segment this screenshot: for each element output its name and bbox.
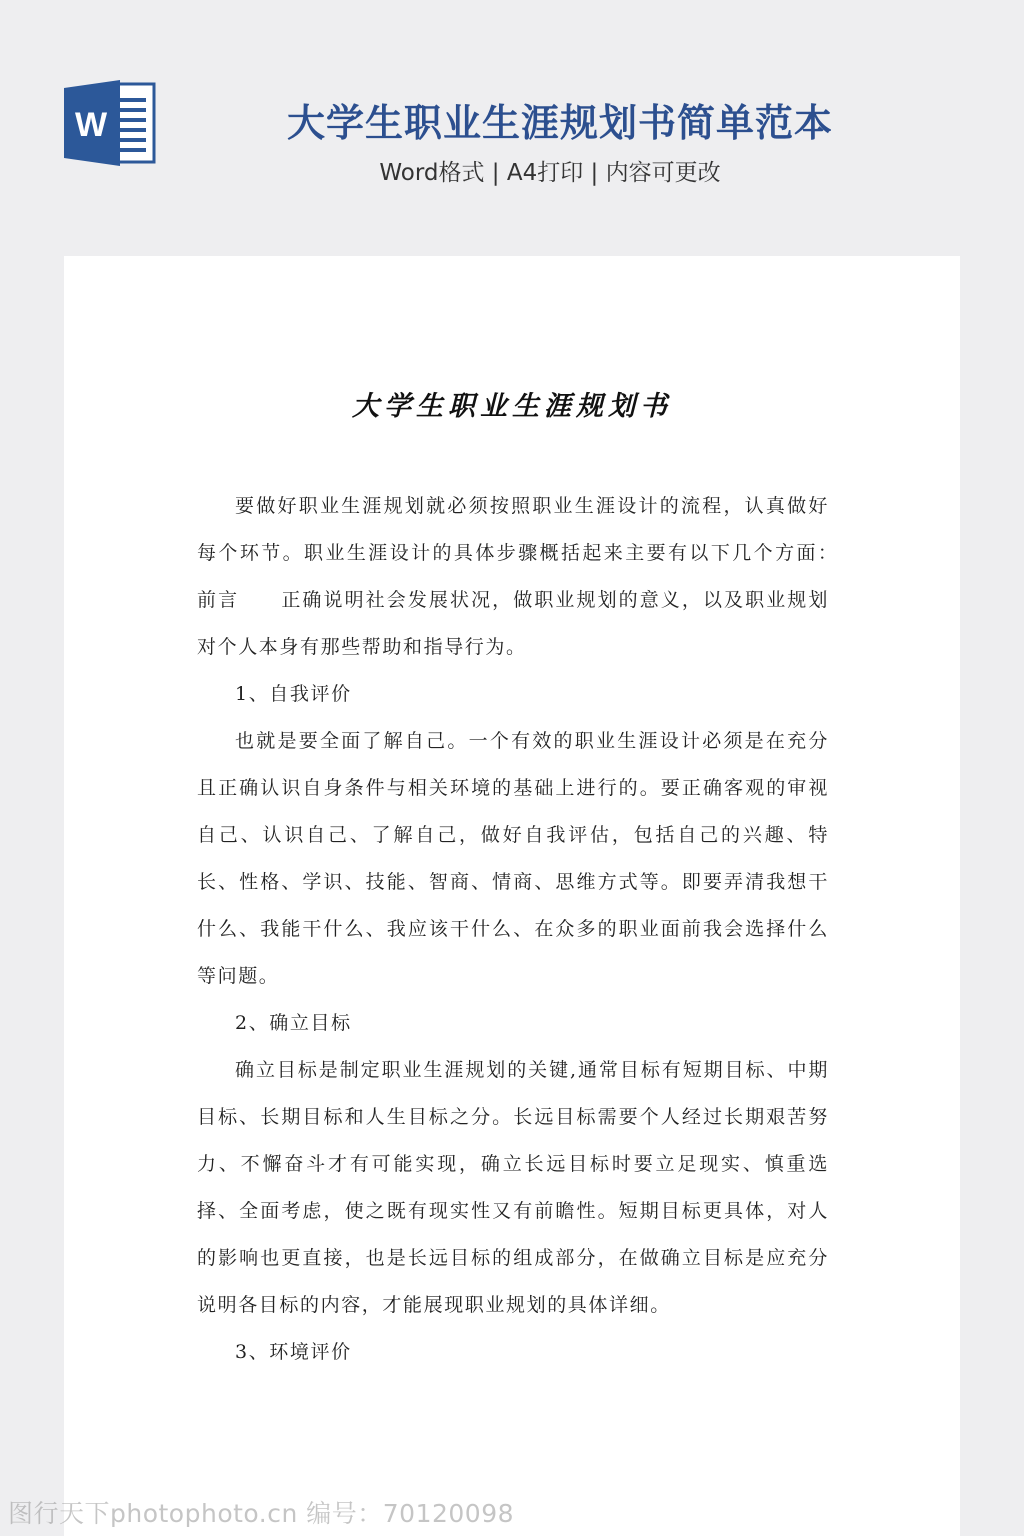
heading-self-evaluation: 1、自我评价 xyxy=(235,683,352,705)
document-body xyxy=(197,483,871,1376)
word-document-icon xyxy=(64,80,156,166)
document-page xyxy=(64,256,960,1536)
watermark: 图行天下photophoto.cn 编号：70120098 xyxy=(8,1499,515,1528)
paragraph-set-goals: 确立目标是制定职业生涯规划的关键,通常目标有短期目标、中期目标、长期目标和人生目标之分。长远目标需要个人经过长期艰苦努力、不懈奋斗才有可能实现，确立长远目标时要立足现实、慎重选择、全面考虑，使之既有现实性又有前瞻性。短期目标更具体，对人的影响也更直接，也是长远目标的组成部分，在做确立目标是应充分说明各目标的内容，才能展现职业规划的具体详细。 xyxy=(197,1059,829,1316)
document-title: 大学生职业生涯规划书 xyxy=(352,391,672,422)
page-title: 大学生职业生涯规划书简单范本 xyxy=(286,101,833,145)
page-subtitle: Word格式 | A4打印 | 内容可更改 xyxy=(379,160,721,186)
heading-environment-evaluation: 3、环境评价 xyxy=(235,1341,352,1363)
page-header xyxy=(0,0,1024,256)
word-logo-letter: W xyxy=(74,106,108,144)
paragraph-intro: 要做好职业生涯规划就必须按照职业生涯设计的流程，认真做好每个环节。职业生涯设计的具体步骤概括起来主要有以下几个方面： 前言 正确说明社会发展状况，做职业规划的意义，以及职业规划对个人本身有那些帮助和指导行为。 xyxy=(197,495,871,658)
heading-set-goals: 2、确立目标 xyxy=(235,1012,352,1034)
paragraph-self-evaluation: 也就是要全面了解自己。一个有效的职业生涯设计必须是在充分且正确认识自身条件与相关环境的基础上进行的。要正确客观的审视自己、认识自己、了解自己，做好自我评估，包括自己的兴趣、特长、性格、学识、技能、智商、情商、思维方式等。即要弄清我想干什么、我能干什么、我应该干什么、在众多的职业面前我会选择什么等问题。 xyxy=(197,730,829,987)
